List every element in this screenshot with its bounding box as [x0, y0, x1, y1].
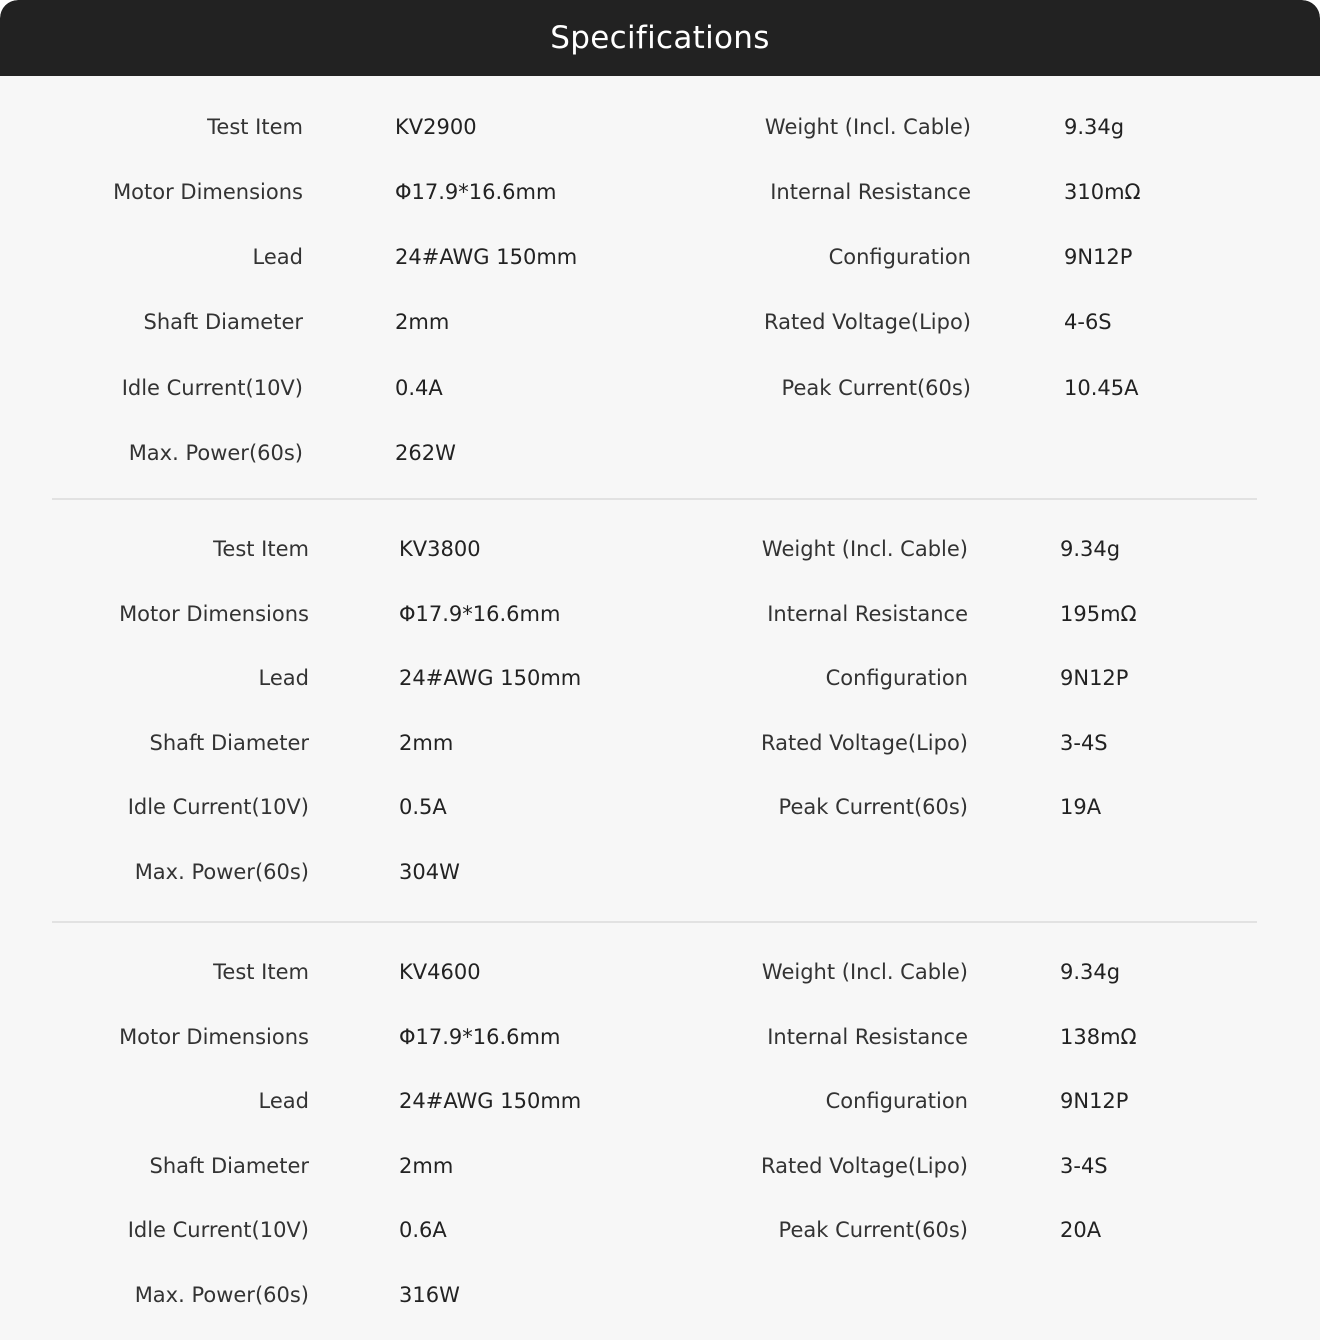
spec-label: Weight (Incl. Cable): [761, 960, 968, 984]
spec-label: Max. Power(60s): [134, 860, 309, 884]
spec-value: 310mΩ: [1064, 180, 1141, 204]
spec-label: Rated Voltage(Lipo): [760, 1154, 968, 1178]
spec-value: 10.45A: [1064, 376, 1139, 400]
spec-label: Shaft Diameter: [143, 310, 303, 334]
spec-label: Idle Current(10V): [127, 795, 309, 819]
spec-value: 0.6A: [399, 1218, 447, 1242]
spec-value: 9.34g: [1060, 960, 1121, 984]
spec-label: Weight (Incl. Cable): [764, 115, 971, 139]
spec-row: [0, 302, 1320, 342]
spec-label: Internal Resistance: [770, 180, 971, 204]
spec-label: Idle Current(10V): [121, 376, 303, 400]
spec-row: [0, 1081, 1320, 1121]
spec-label: Peak Current(60s): [778, 795, 968, 819]
spec-value: 316W: [399, 1283, 460, 1307]
section-divider: [52, 498, 1257, 500]
spec-value: 24#AWG 150mm: [399, 666, 582, 690]
spec-label: Lead: [252, 245, 303, 269]
spec-label: Rated Voltage(Lipo): [760, 731, 968, 755]
spec-row: [0, 529, 1320, 569]
spec-row: [0, 1146, 1320, 1186]
spec-row: [0, 787, 1320, 827]
spec-value: 20A: [1060, 1218, 1102, 1242]
spec-value: 304W: [399, 860, 460, 884]
spec-label: Max. Power(60s): [134, 1283, 309, 1307]
spec-label: Motor Dimensions: [119, 602, 309, 626]
spec-value: Φ17.9*16.6mm: [399, 1025, 561, 1049]
spec-value: 24#AWG 150mm: [399, 1089, 582, 1113]
spec-value: 195mΩ: [1060, 602, 1137, 626]
spec-value: 9N12P: [1060, 666, 1129, 690]
spec-row: [0, 1275, 1320, 1315]
spec-row: [0, 433, 1320, 473]
spec-row: [0, 368, 1320, 408]
spec-label: Weight (Incl. Cable): [761, 537, 968, 561]
spec-value: 24#AWG 150mm: [395, 245, 578, 269]
spec-value: 4-6S: [1064, 310, 1112, 334]
spec-label: Internal Resistance: [767, 602, 968, 626]
spec-value: 9N12P: [1060, 1089, 1129, 1113]
spec-row: [0, 1017, 1320, 1057]
spec-label: Test Item: [213, 537, 309, 561]
spec-label: Shaft Diameter: [149, 731, 309, 755]
spec-label: Peak Current(60s): [781, 376, 971, 400]
spec-value: Φ17.9*16.6mm: [399, 602, 561, 626]
spec-label: Lead: [258, 666, 309, 690]
spec-label: Configuration: [828, 245, 971, 269]
spec-value: 9.34g: [1060, 537, 1121, 561]
spec-header: [0, 0, 1320, 76]
spec-label: Lead: [258, 1089, 309, 1113]
spec-value: 2mm: [395, 310, 450, 334]
spec-label: Test Item: [207, 115, 303, 139]
spec-value: 0.4A: [395, 376, 443, 400]
page-title: Specifications: [550, 20, 770, 56]
spec-value: 2mm: [399, 1154, 454, 1178]
spec-value: 138mΩ: [1060, 1025, 1137, 1049]
spec-row: [0, 952, 1320, 992]
spec-label: Test Item: [213, 960, 309, 984]
spec-row: [0, 594, 1320, 634]
spec-value: 3-4S: [1060, 1154, 1108, 1178]
spec-label: Motor Dimensions: [113, 180, 303, 204]
spec-value: 9.34g: [1064, 115, 1125, 139]
spec-label: Max. Power(60s): [128, 441, 303, 465]
spec-value: 2mm: [399, 731, 454, 755]
spec-row: [0, 852, 1320, 892]
spec-value: 0.5A: [399, 795, 447, 819]
spec-label: Rated Voltage(Lipo): [763, 310, 971, 334]
spec-value: 19A: [1060, 795, 1102, 819]
spec-row: [0, 1210, 1320, 1250]
spec-row: [0, 723, 1320, 763]
spec-value: 3-4S: [1060, 731, 1108, 755]
spec-label: Internal Resistance: [767, 1025, 968, 1049]
spec-row: [0, 172, 1320, 212]
spec-row: [0, 658, 1320, 698]
spec-value: 262W: [395, 441, 456, 465]
spec-value: KV4600: [399, 960, 481, 984]
spec-row: [0, 107, 1320, 147]
spec-label: Configuration: [825, 1089, 968, 1113]
spec-value: KV3800: [399, 537, 481, 561]
spec-label: Shaft Diameter: [149, 1154, 309, 1178]
spec-label: Idle Current(10V): [127, 1218, 309, 1242]
spec-value: Φ17.9*16.6mm: [395, 180, 557, 204]
spec-value: 9N12P: [1064, 245, 1133, 269]
spec-label: Peak Current(60s): [778, 1218, 968, 1242]
section-divider: [52, 921, 1257, 923]
spec-label: Configuration: [825, 666, 968, 690]
spec-row: [0, 237, 1320, 277]
spec-value: KV2900: [395, 115, 477, 139]
spec-label: Motor Dimensions: [119, 1025, 309, 1049]
